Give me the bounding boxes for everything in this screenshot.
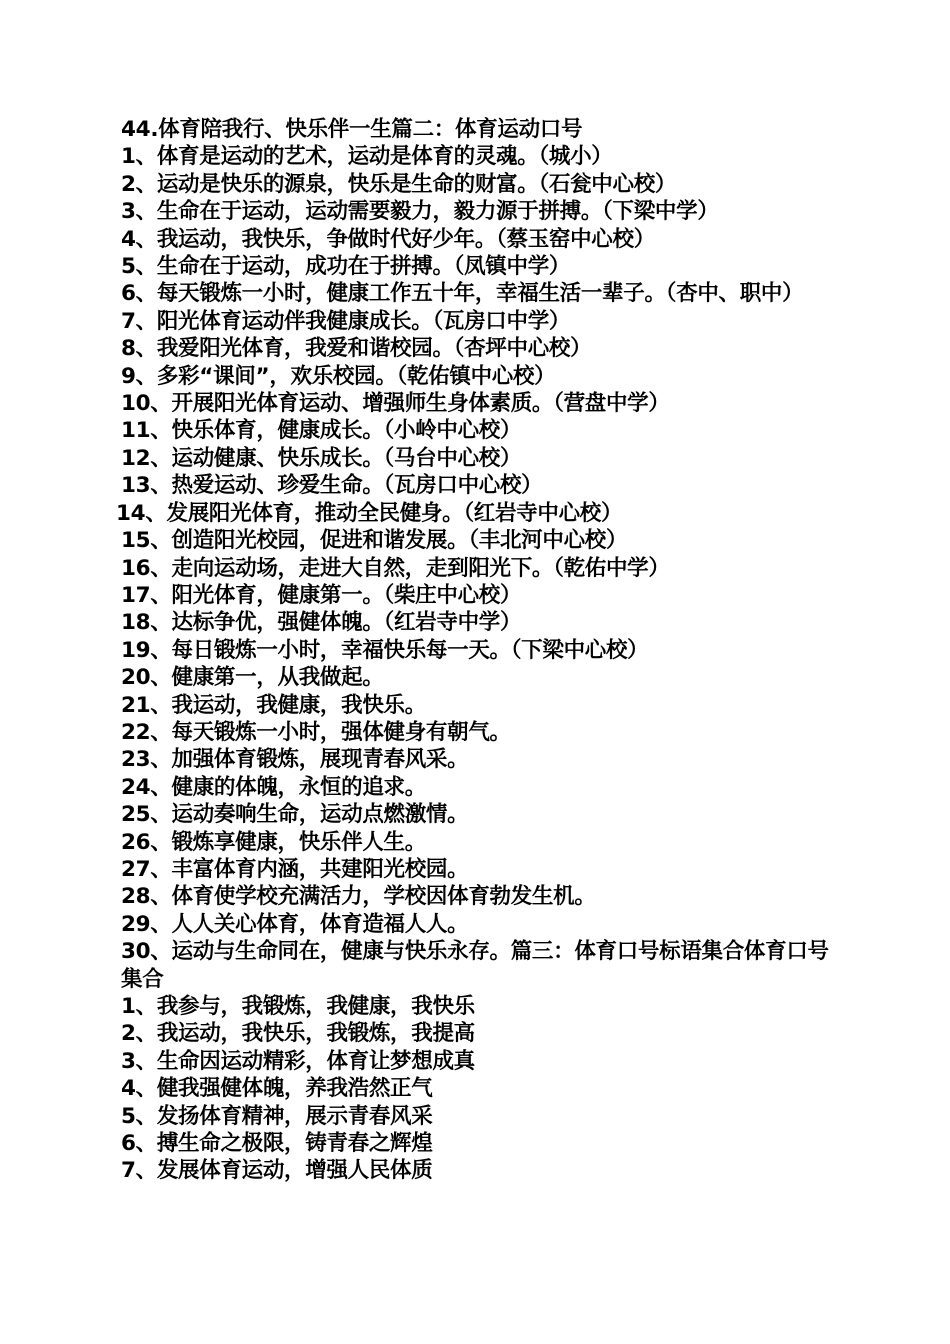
- text-line: 2、运动是快乐的源泉，快乐是生命的财富。（石瓮中心校）: [121, 171, 677, 197]
- text-line: 13、热爱运动、珍爱生命。（瓦房口中心校）: [121, 473, 543, 499]
- text-line: 16、走向运动场，走进大自然，走到阳光下。（乾佑中学）: [121, 555, 670, 581]
- text-line: 19、每日锻炼一小时，幸福快乐每一天。（下梁中心校）: [121, 637, 649, 663]
- text-line: 1、我参与，我锻炼，我健康，我快乐: [121, 994, 475, 1019]
- text-line: 26、锻炼享健康，快乐伴人生。: [121, 829, 426, 855]
- text-line: 17、阳光体育，健康第一。（柴庄中心校）: [121, 582, 522, 608]
- text-line: 23、加强体育锻炼，展现青春风采。: [121, 747, 469, 773]
- text-line: 4、健我强健体魄，养我浩然正气: [121, 1076, 433, 1102]
- text-line: 7、阳光体育运动伴我健康成长。（瓦房口中学）: [121, 308, 571, 334]
- text-line: 9、多彩“课间”，欢乐校园。（乾佑镇中心校）: [121, 363, 556, 389]
- text-line: 6、每天锻炼一小时，健康工作五十年，幸福生活一辈子。（杏中、职中）: [121, 281, 804, 307]
- text-line: 5、发扬体育精神，展示青春风采: [121, 1103, 433, 1129]
- text-line: 14、发展阳光体育，推动全民健身。（红岩寺中心校）: [116, 500, 623, 526]
- text-line: 2、我运动，我快乐，我锻炼，我提高: [121, 1021, 475, 1047]
- text-line: 30、运动与生命同在，健康与快乐永存。篇三：体育口号标语集合体育口号集合: [121, 939, 829, 992]
- text-line: 6、搏生命之极限，铸青春之辉煌: [121, 1131, 433, 1157]
- text-line: 44.体育陪我行、快乐伴一生篇二：体育运动口号: [121, 117, 583, 142]
- text-line: 1、体育是运动的艺术，运动是体育的灵魂。（城小）: [121, 144, 613, 170]
- text-line: 27、丰富体育内涵，共建阳光校园。: [121, 856, 469, 882]
- text-line: 3、生命在于运动，运动需要毅力，毅力源于拼搏。（下梁中学）: [121, 199, 719, 225]
- text-line: 12、运动健康、快乐成长。（马台中心校）: [121, 445, 522, 471]
- text-line: 5、生命在于运动，成功在于拼搏。（凤镇中学）: [121, 254, 571, 280]
- text-line: 25、运动奏响生命，运动点燃激情。: [121, 802, 469, 828]
- text-line: 18、达标争优，强健体魄。（红岩寺中学）: [121, 610, 522, 636]
- text-line: 29、人人关心体育，体育造福人人。: [121, 911, 469, 937]
- text-line: 8、我爱阳光体育，我爱和谐校园。（杏坪中心校）: [121, 336, 592, 362]
- text-line: 4、我运动，我快乐，争做时代好少年。（蔡玉窑中心校）: [121, 226, 655, 252]
- text-line: 24、健康的体魄，永恒的追求。: [121, 774, 426, 800]
- text-line: 11、快乐体育，健康成长。（小岭中心校）: [121, 418, 522, 444]
- text-line: 7、发展体育运动，增强人民体质: [121, 1158, 433, 1184]
- text-line: 21、我运动，我健康，我快乐。: [121, 692, 426, 718]
- text-line: 20、健康第一，从我做起。: [121, 665, 384, 691]
- text-line: 28、体育使学校充满活力，学校因体育勃发生机。: [121, 884, 596, 910]
- text-line: 3、生命因运动精彩，体育让梦想成真: [121, 1048, 475, 1074]
- document-body: [116, 116, 836, 1185]
- text-line: 22、每天锻炼一小时，强体健身有朝气。: [121, 719, 511, 745]
- text-line: 15、创造阳光校园，促进和谐发展。（丰北河中心校）: [121, 528, 628, 554]
- text-line: 10、开展阳光体育运动、增强师生身体素质。（营盘中学）: [121, 391, 670, 417]
